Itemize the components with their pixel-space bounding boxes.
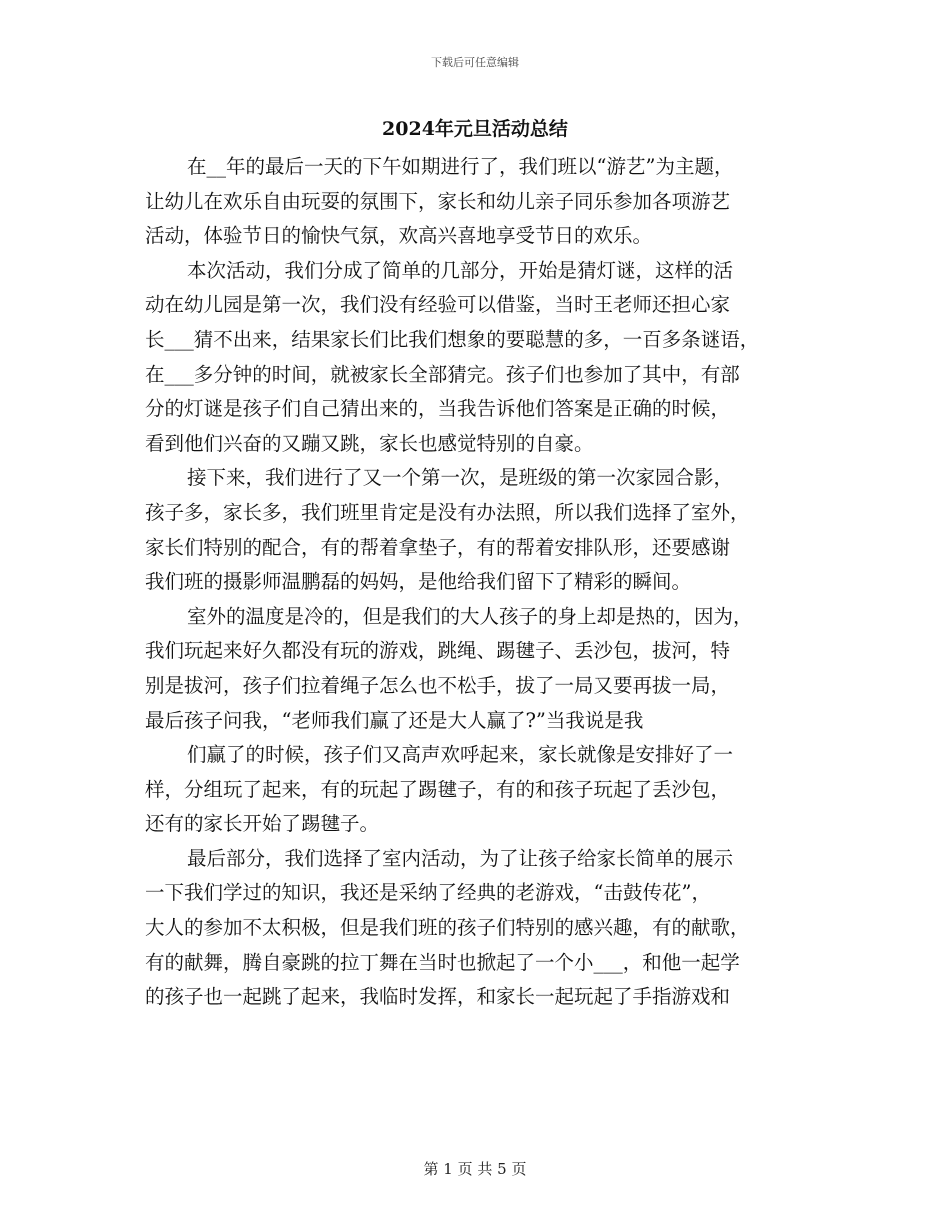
paragraph-line: 在___多分钟的时间，就被家长全部猜完。孩子们也参加了其中，有部: [145, 362, 740, 386]
paragraph-line: 样，分组玩了起来，有的玩起了踢毽子，有的和孩子玩起了丢沙包，: [145, 777, 731, 801]
header-note: 下载后可任意编辑: [431, 56, 519, 69]
paragraph-line: 最后部分，我们选择了室内活动，为了让孩子给家长简单的展示: [187, 846, 734, 870]
paragraph-line: 室外的温度是冷的，但是我们的大人孩子的身上却是热的，因为，: [187, 604, 753, 628]
document-title: 2024年元旦活动总结: [382, 118, 568, 140]
paragraph-line: 让幼儿在欢乐自由玩耍的氛围下，家长和幼儿亲子同乐参加各项游艺: [145, 189, 731, 213]
paragraph-line: 孩子多，家长多，我们班里肯定是没有办法照，所以我们选择了室外，: [145, 500, 750, 524]
paragraph-line: 我们玩起来好久都没有玩的游戏，跳绳、踢毽子、丢沙包，拔河，特: [145, 639, 731, 663]
paragraph-line: 本次活动，我们分成了简单的几部分，开始是猜灯谜，这样的活: [187, 258, 734, 282]
page-number-footer: 第 1 页 共 5 页: [423, 1160, 527, 1178]
paragraph-line: 家长们特别的配合，有的帮着拿垫子，有的帮着安排队形，还要感谢: [145, 535, 731, 559]
paragraph-line: 有的献舞，腾自豪跳的拉丁舞在当时也掀起了一个小___，和他一起学: [145, 950, 740, 974]
paragraph-line: 大人的参加不太积极，但是我们班的孩子们特别的感兴趣，有的献歌，: [145, 916, 750, 940]
paragraph-line: 接下来，我们进行了又一个第一次，是班级的第一次家园合影，: [187, 466, 734, 490]
paragraph-line: 别是拔河，孩子们拉着绳子怎么也不松手，拔了一局又要再拔一局，: [145, 673, 731, 697]
paragraph-line: 分的灯谜是孩子们自己猜出来的，当我告诉他们答案是正确的时候，: [145, 397, 731, 421]
paragraph-line: 的孩子也一起跳了起来，我临时发挥，和家长一起玩起了手指游戏和: [145, 985, 731, 1009]
paragraph-line: 们赢了的时候，孩子们又高声欢呼起来，家长就像是安排好了一: [187, 743, 734, 767]
paragraph-line: 看到他们兴奋的又蹦又跳，家长也感觉特别的自豪。: [145, 431, 594, 455]
paragraph-line: 还有的家长开始了踢毽子。: [145, 812, 380, 836]
paragraph-line: 长___猜不出来，结果家长们比我们想象的要聪慧的多，一百多条谜语，: [145, 327, 760, 351]
document-body: [145, 150, 815, 1015]
paragraph-line: 活动，体验节日的愉快气氛，欢高兴喜地享受节日的欢乐。: [145, 224, 653, 248]
paragraph-line: 最后孩子问我，“老师我们赢了还是大人赢了?”当我说是我: [145, 708, 644, 732]
paragraph-line: 在__年的最后一天的下午如期进行了，我们班以“游艺”为主题，: [187, 155, 734, 178]
paragraph-line: 一下我们学过的知识，我还是采纳了经典的老游戏，“击鼓传花”，: [145, 881, 711, 905]
paragraph-line: 我们班的摄影师温鹏磊的妈妈，是他给我们留下了精彩的瞬间。: [145, 570, 692, 594]
paragraph-line: 动在幼儿园是第一次，我们没有经验可以借鉴，当时王老师还担心家: [145, 293, 731, 317]
